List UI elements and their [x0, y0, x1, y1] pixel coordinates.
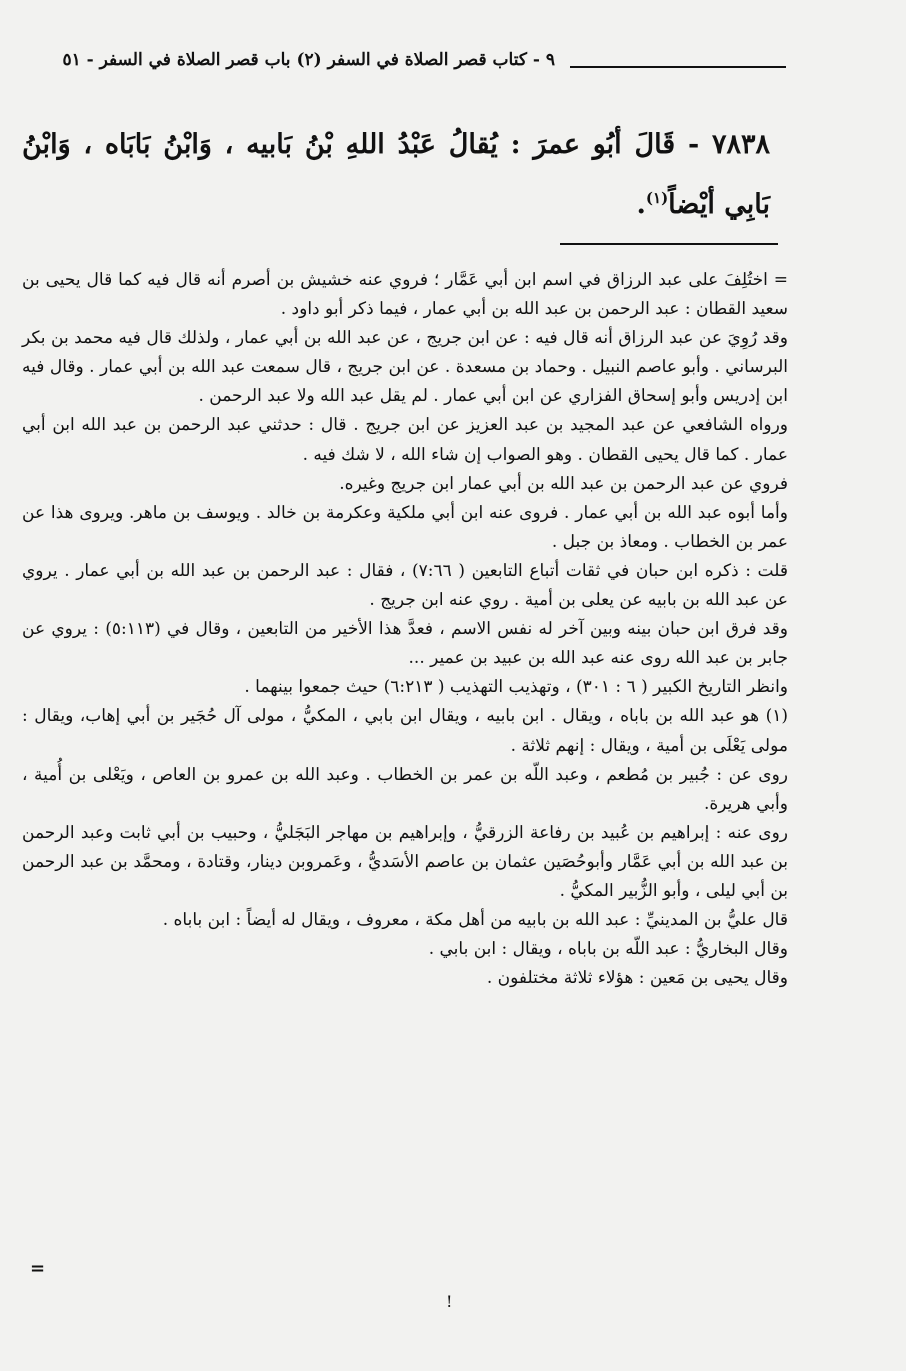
entry-end: .	[636, 189, 646, 220]
header-rule	[570, 66, 786, 68]
note-paragraph: وقال البخاريُّ : عبد اللّه بن باباه ، ويقال : ابن بابي .	[428, 939, 788, 960]
continuation-mark: =	[30, 1258, 46, 1279]
note-paragraph: وأما أبوه عبد الله بن أبي عمار . فروى عنه ابن أبي ملكية وعكرمة بن خالد . ويوسف بن ماهر. ويروى هذا عن عمر بن الخطاب . ومعاذ بن جبل .	[22, 502, 788, 552]
note-paragraph: فروي عن عبد الرحمن بن عبد الله بن أبي عمار ابن جريج وغيره.	[339, 473, 788, 494]
note-paragraph: وقد فرق ابن حبان بينه وبين آخر له نفس الاسم ، فعدَّ هذا الأخير من التابعين ، وقال في (٥:١١٣) : يروي عن جابر بن عبد الله روى عنه عبد الله بن عبيد بن عمير ...	[22, 619, 788, 669]
main-entry	[22, 115, 770, 235]
footnote-separator	[560, 243, 778, 245]
note-paragraph: روى عنه : إبراهيم بن عُبيد بن رفاعة الزرقيُّ ، وإبراهيم بن مهاجر البَجَليُّ ، وحبيب بن أبي ثابت وعبد الرحمن بن عبد الله بن أبي عَمَّار وأبوحُصَين عثمان بن عاصم الأسَديُّ ، وعَمروبن دينار، وقتادة ، ومحمَّد بن عبد الرحمن بن أبي ليلى ، وأبو الزُّبير المكيُّ .	[22, 822, 788, 901]
footnotes	[22, 266, 788, 993]
entry-text: - قَالَ أبُو عمرَ : يُقالُ عَبْدُ اللهِ بْنُ بَابيه ، وَابْنُ بَابَاه ، وَابْنُ بَابِي أيْضاً	[22, 129, 770, 220]
note-paragraph: وقد رُوِيَ عن عبد الرزاق أنه قال فيه : عن ابن جريج ، عن عبد الله بن أبي عمار ، ولذلك قال فيه محمد بن بكر البرساني . وأبو عاصم النبيل . وحماد بن مسعدة . عن ابن جريج ، قال سمعت عبد الله بن أبي عمار . وقال فيه ابن إدريس وأبو إسحاق الفزاري عن ابن أبي عمار . لم يقل عبد الله ولا عبد الرحمن .	[22, 328, 788, 407]
note-paragraph: وقال يحيى بن مَعين : هؤلاء ثلاثة مختلفون .	[486, 968, 788, 989]
running-head: ٩ - كتاب قصر الصلاة في السفر (٢) باب قصر الصلاة في السفر - ٥١	[62, 50, 555, 70]
folio-mark: !	[446, 1292, 453, 1311]
entry-number: ٧٨٣٨	[711, 129, 770, 160]
note-paragraph: روى عن : جُبير بن مُطعم ، وعبد اللّه بن عمر بن الخطاب . وعبد الله بن عمرو بن العاص ، ويَعْلى بن أُمية ، وأبي هريرة.	[22, 764, 788, 814]
note-paragraph: = اختُلِفَ على عبد الرزاق في اسم ابن أبي عَمَّار ؛ فروي عنه خشيش بن أصرم أنه قال فيه كما قال يحيى بن سعيد القطان : عبد الرحمن بن عبد الله بن أبي عمار ، فيما ذكر أبو داود .	[22, 270, 788, 320]
note-paragraph: قال عليُّ بن المدينيِّ : عبد الله بن بابيه من أهل مكة ، معروف ، ويقال له أيضاً : ابن باباه .	[162, 910, 788, 931]
footnote-ref: (١)	[645, 189, 669, 207]
footnote-1: (١) هو عبد الله بن باباه ، ويقال . ابن بابيه ، ويقال ابن بابي ، المكيُّ ، مولى آل حُجَير بن أبي إهاب، ويقال : مولى يَعْلَى بن أمية ، ويقال : إنهم ثلاثة .	[22, 706, 788, 756]
note-paragraph: قلت : ذكره ابن حبان في ثقات أتباع التابعين ( ٧:٦٦) ، فقال : عبد الرحمن بن عبد الله بن أبي عمار . يروي عن عبد الله بن بابيه عن يعلى بن أمية . روي عنه ابن جريج .	[22, 560, 788, 611]
note-paragraph: ورواه الشافعي عن عبد المجيد بن عبد العزيز عن ابن جريج . قال : حدثني عبد الرحمن بن عبد الله ابن أبي عمار . كما قال يحيى القطان . وهو الصواب إن شاء الله ، لا شك فيه .	[22, 415, 788, 465]
note-paragraph: وانظر التاريخ الكبير ( ٦ : ٣٠١) ، وتهذيب التهذيب ( ٦:٢١٣) حيث جمعوا بينهما .	[244, 677, 788, 698]
